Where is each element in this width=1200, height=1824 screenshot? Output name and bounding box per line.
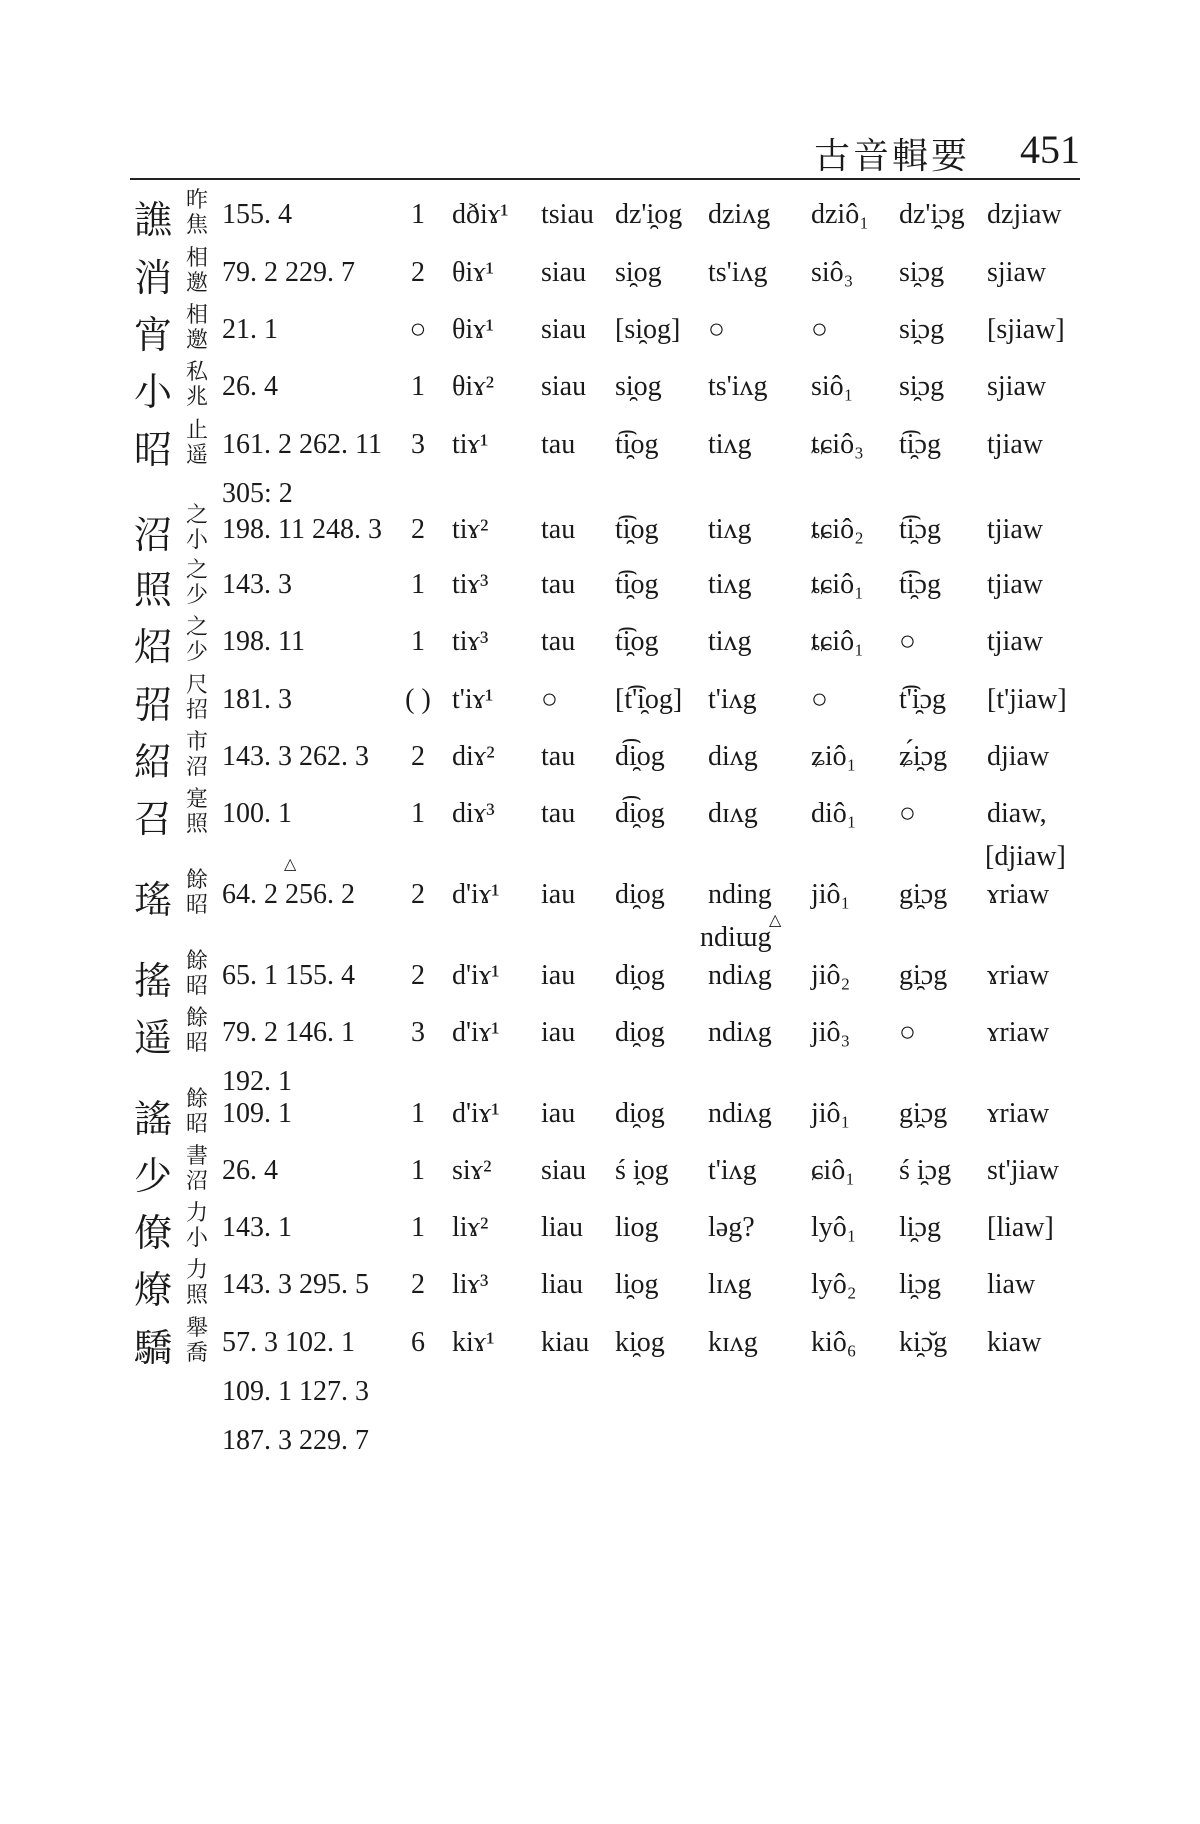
reference-numbers: 198. 11 — [222, 626, 305, 657]
reconstruction-col-7: liaw — [987, 1269, 1036, 1300]
fanqie-spelling: 之小 — [185, 503, 208, 553]
reconstruction-col-2: iau — [541, 1098, 576, 1129]
head-character: 沼 — [134, 513, 173, 557]
reconstruction-col-2: ○ — [541, 684, 558, 715]
reconstruction-col-3: d͡i̯og — [615, 741, 665, 772]
head-character: 譙 — [134, 198, 173, 242]
fanqie-spelling: 書沼 — [185, 1144, 208, 1194]
reconstruction-col-2: iau — [541, 960, 576, 991]
reconstruction-col-2: tsiau — [541, 199, 594, 230]
head-character: 照 — [134, 568, 173, 612]
rhyme-count: 2 — [411, 741, 425, 772]
reference-numbers: 79. 2 229. 7 — [222, 257, 355, 288]
reconstruction-col-1: siɤ² — [452, 1155, 492, 1186]
head-character: 紹 — [134, 740, 173, 784]
reconstruction-col-4: t'iʌg — [708, 1155, 757, 1186]
rhyme-count: ( ) — [405, 684, 431, 715]
reference-numbers: 181. 3 — [222, 684, 292, 715]
reconstruction-col-4: kɪʌg — [708, 1327, 758, 1358]
reconstruction-col-3: di̯og — [615, 1098, 665, 1129]
reconstruction-col-5: lyô₂ — [811, 1269, 857, 1300]
fanqie-spelling: 止遥 — [185, 418, 208, 468]
reconstruction-col-4: diʌg — [708, 741, 758, 772]
reconstruction-col-4: ndiʌg — [708, 1017, 772, 1048]
reconstruction-col-6: ○ — [899, 798, 916, 829]
fanqie-spelling: 餘昭 — [185, 949, 208, 999]
reconstruction-col-3: [t͡'i̯og] — [615, 684, 683, 715]
fanqie-spelling: 之少 — [185, 558, 208, 608]
reconstruction-col-3: di̯og — [615, 879, 665, 910]
reconstruction-col-4: t'iʌg — [708, 684, 757, 715]
fanqie-spelling: 相邀 — [185, 303, 208, 353]
reconstruction-col-4: nding — [708, 879, 772, 910]
reconstruction-col-7: sjiaw — [987, 257, 1047, 288]
reconstruction-col-3: di̯og — [615, 1017, 665, 1048]
reconstruction-col-5: lyô₁ — [811, 1212, 857, 1243]
reconstruction-col-5: ȶɕiô₃ — [811, 429, 864, 460]
reference-numbers: 21. 1 — [222, 314, 278, 345]
reconstruction-col-3: si̯og — [615, 257, 662, 288]
reconstruction-col-3: di̯og — [615, 960, 665, 991]
fanqie-spelling: 舉喬 — [185, 1316, 208, 1366]
reconstruction-col-7: [t'jiaw] — [987, 684, 1067, 715]
reconstruction-col-4: tiʌg — [708, 514, 752, 545]
reconstruction-col-6: li̯ɔg — [899, 1212, 941, 1243]
rhyme-count: 1 — [411, 798, 425, 829]
reconstruction-col-2: iau — [541, 879, 576, 910]
reconstruction-col-3: li̯og — [615, 1269, 659, 1300]
rhyme-count: 2 — [411, 879, 425, 910]
reconstruction-col-2: liau — [541, 1212, 583, 1243]
head-character: 搖 — [134, 959, 173, 1003]
reconstruction-col-5: ʑiô₁ — [811, 741, 857, 772]
reconstruction-col-2: tau — [541, 741, 576, 772]
fanqie-spelling: 餘昭 — [185, 1006, 208, 1056]
head-character: 謠 — [134, 1097, 173, 1141]
reconstruction-col-5: ○ — [811, 314, 828, 345]
reconstruction-col-1: θiɤ² — [452, 371, 495, 402]
head-character: 遥 — [134, 1016, 173, 1060]
reconstruction-col-1: d'iɤ¹ — [452, 1017, 500, 1048]
fanqie-spelling: 昨焦 — [185, 188, 208, 238]
reconstruction-col-3: liog — [615, 1212, 659, 1243]
reconstruction-col-3: d͡i̯og — [615, 798, 665, 829]
reconstruction-col-4: ○ — [708, 314, 725, 345]
reconstruction-col-1: kiɤ¹ — [452, 1327, 495, 1358]
triangle-mark-icon: △ — [769, 910, 782, 929]
reconstruction-col-7: diaw, — [987, 798, 1047, 829]
rhyme-count: 1 — [411, 1098, 425, 1129]
reference-numbers: 143. 3 295. 5 — [222, 1269, 369, 1300]
fanqie-spelling: 私兆 — [185, 360, 208, 410]
reconstruction-col-6: si̯ɔg — [899, 257, 945, 288]
rhyme-count: ○ — [409, 314, 427, 345]
rhyme-count: 1 — [411, 371, 425, 402]
fanqie-spelling: 餘昭 — [185, 868, 208, 918]
reconstruction-col-2: tau — [541, 514, 576, 545]
rhyme-count: 1 — [411, 1212, 425, 1243]
reconstruction-col-4: dɪʌg — [708, 798, 758, 829]
reconstruction-col-7: ɤriaw — [987, 1017, 1050, 1048]
reconstruction-col-5: ɕiô₁ — [811, 1155, 855, 1186]
reconstruction-col-1: t'iɤ¹ — [452, 684, 494, 715]
reconstruction-col-5: ȶɕiô₁ — [811, 626, 864, 657]
page-number: 451 — [1020, 127, 1080, 172]
reconstruction-col-6: si̯ɔg — [899, 314, 945, 345]
reconstruction-col-1: diɤ² — [452, 741, 495, 772]
reconstruction-col-6: t͡i̯ɔg — [899, 514, 941, 545]
reconstruction-col-5: kiô₆ — [811, 1327, 857, 1358]
head-character: 昭 — [134, 428, 173, 472]
reconstruction-col-5: ȶɕiô₂ — [811, 514, 864, 545]
fanqie-spelling: 之少 — [185, 615, 208, 665]
reconstruction-col-6: si̯ɔg — [899, 371, 945, 402]
triangle-mark-icon: △ — [284, 854, 297, 873]
reconstruction-col-1: tiɤ¹ — [452, 429, 489, 460]
reconstruction-col-1: dðiɤ¹ — [452, 199, 509, 230]
reconstruction-col-1: d'iɤ¹ — [452, 1098, 500, 1129]
reference-numbers: 26. 4 — [222, 371, 278, 402]
reconstruction-col-6: t͡i̯ɔg — [899, 429, 941, 460]
reconstruction-col-2: iau — [541, 1017, 576, 1048]
fanqie-spelling: 市沼 — [185, 730, 208, 780]
reconstruction-col-4: tiʌg — [708, 569, 752, 600]
reconstruction-col-7: st'jiaw — [987, 1155, 1059, 1186]
fanqie-spelling: 相邀 — [185, 246, 208, 296]
rhyme-count: 2 — [411, 1269, 425, 1300]
reconstruction-col-6: ʑ́i̯ɔg — [899, 741, 948, 772]
reconstruction-col-1: tiɤ³ — [452, 626, 489, 657]
reconstruction-col-2: siau — [541, 1155, 587, 1186]
reference-numbers: 155. 4 — [222, 199, 292, 230]
reference-numbers: 57. 3 102. 1 109. 1 127. 3 187. 3 229. 7 — [222, 1327, 369, 1456]
reconstruction-col-1: liɤ² — [452, 1212, 489, 1243]
reconstruction-col-5: dziô₁ — [811, 199, 869, 230]
reconstruction-col-6: li̯ɔg — [899, 1269, 941, 1300]
rhyme-count: 3 — [411, 1017, 425, 1048]
reference-numbers: 79. 2 146. 1 192. 1 — [222, 1017, 355, 1097]
reconstruction-col-1: d'iɤ¹ — [452, 879, 500, 910]
reference-numbers: 64. 2 256. 2 — [222, 879, 355, 910]
head-character: 召 — [134, 797, 173, 841]
reconstruction-col-4: tiʌg — [708, 626, 752, 657]
reconstruction-col-2: siau — [541, 314, 587, 345]
reconstruction-col-4: lɪʌg — [708, 1269, 752, 1300]
reconstruction-col-6: ○ — [899, 1017, 916, 1048]
reconstruction-col-6: t͡'i̯ɔg — [899, 684, 947, 715]
reconstruction-col-5: ○ — [811, 684, 828, 715]
head-character: 炤 — [134, 625, 173, 669]
reconstruction-col-3: dz'i̯og — [615, 199, 683, 230]
fanqie-spelling: 力照 — [185, 1258, 208, 1308]
reconstruction-col-7: tjiaw — [987, 569, 1043, 600]
reference-numbers: 100. 1 — [222, 798, 292, 829]
reconstruction-col-6: gi̯ɔg — [899, 879, 948, 910]
rhyme-count: 2 — [411, 514, 425, 545]
running-title: 古音輯要 — [813, 136, 970, 177]
reconstruction-col-3: t͡i̯og — [615, 569, 659, 600]
reference-numbers: 143. 3 — [222, 569, 292, 600]
fanqie-spelling: 餘昭 — [185, 1087, 208, 1137]
head-character: 小 — [134, 370, 173, 414]
rhyme-count: 2 — [411, 960, 425, 991]
head-character: 僚 — [134, 1211, 173, 1255]
rhyme-count: 6 — [411, 1327, 425, 1358]
reconstruction-col-4: ndiʌg — [708, 960, 772, 991]
rhyme-count: 1 — [411, 199, 425, 230]
reference-numbers: 109. 1 — [222, 1098, 292, 1129]
reconstruction-col-3: ki̯og — [615, 1327, 665, 1358]
reconstruction-col-7: kiaw — [987, 1327, 1042, 1358]
reconstruction-col-7: ɤriaw — [987, 879, 1050, 910]
reconstruction-col-6: ○ — [899, 626, 916, 657]
reconstruction-col-5: ȶɕiô₁ — [811, 569, 864, 600]
head-character: 燎 — [134, 1268, 173, 1312]
reconstruction-col-7-variant: [djiaw] — [985, 841, 1066, 872]
reconstruction-col-7: dzjiaw — [987, 199, 1062, 230]
reference-numbers: 143. 1 — [222, 1212, 292, 1243]
reconstruction-col-2: liau — [541, 1269, 583, 1300]
head-character: 少 — [134, 1154, 173, 1198]
reference-numbers: 65. 1 155. 4 — [222, 960, 355, 991]
reconstruction-col-4: dziʌg — [708, 199, 771, 230]
reconstruction-col-6: ki̯ɔ̆g — [899, 1327, 948, 1358]
reconstruction-col-1: diɤ³ — [452, 798, 495, 829]
reconstruction-col-6: dz'i̯ɔg — [899, 199, 965, 230]
reconstruction-col-4: tiʌg — [708, 429, 752, 460]
reconstruction-col-6: gi̯ɔg — [899, 1098, 948, 1129]
rhyme-count: 3 — [411, 429, 425, 460]
reconstruction-col-2: tau — [541, 429, 576, 460]
head-character: 瑤 — [134, 878, 173, 922]
fanqie-spelling: 力小 — [185, 1201, 208, 1251]
reconstruction-col-3: t͡i̯og — [615, 514, 659, 545]
rhyme-count: 2 — [411, 257, 425, 288]
reconstruction-col-7: tjiaw — [987, 514, 1043, 545]
reconstruction-col-1: θiɤ¹ — [452, 314, 495, 345]
reconstruction-col-3: [si̯og] — [615, 314, 681, 345]
reconstruction-col-6: t͡i̯ɔg — [899, 569, 941, 600]
reconstruction-col-5: jiô₁ — [811, 1098, 851, 1129]
reconstruction-col-4-variant: ndiɯg — [700, 922, 772, 953]
reconstruction-col-2: kiau — [541, 1327, 590, 1358]
reconstruction-col-2: tau — [541, 569, 576, 600]
reconstruction-col-5: jiô₂ — [811, 960, 851, 991]
reconstruction-col-7: sjiaw — [987, 371, 1047, 402]
reconstruction-col-6: ś i̯ɔg — [899, 1155, 952, 1186]
reconstruction-col-5: jiô₁ — [811, 879, 851, 910]
reconstruction-col-3: t͡i̯og — [615, 626, 659, 657]
reconstruction-col-3: si̯og — [615, 371, 662, 402]
reconstruction-col-5: jiô₃ — [811, 1017, 851, 1048]
reconstruction-col-7: djiaw — [987, 741, 1050, 772]
fanqie-spelling: 寔照 — [185, 787, 208, 837]
reconstruction-col-7: [sjiaw] — [987, 314, 1065, 345]
rhyme-count: 1 — [411, 626, 425, 657]
reconstruction-col-7: tjiaw — [987, 429, 1043, 460]
rhyme-count: 1 — [411, 569, 425, 600]
reconstruction-col-4: ts'iʌg — [708, 371, 768, 402]
reconstruction-col-4: ts'iʌg — [708, 257, 768, 288]
reconstruction-col-5: siô₁ — [811, 371, 854, 402]
reconstruction-col-7: [liaw] — [987, 1212, 1054, 1243]
reconstruction-col-7: ɤriaw — [987, 960, 1050, 991]
reconstruction-col-7: ɤriaw — [987, 1098, 1050, 1129]
head-character: 消 — [134, 256, 173, 300]
reconstruction-col-2: siau — [541, 257, 587, 288]
fanqie-spelling: 尺招 — [185, 673, 208, 723]
reconstruction-col-1: tiɤ³ — [452, 569, 489, 600]
head-character: 驕 — [134, 1326, 173, 1370]
reconstruction-col-3: t͡i̯og — [615, 429, 659, 460]
reference-numbers: 161. 2 262. 11 305: 2 — [222, 429, 382, 509]
reconstruction-col-5: siô₃ — [811, 257, 854, 288]
reconstruction-col-5: diô₁ — [811, 798, 857, 829]
reconstruction-col-4: ləg? — [708, 1212, 755, 1243]
reconstruction-col-2: siau — [541, 371, 587, 402]
reconstruction-col-1: liɤ³ — [452, 1269, 489, 1300]
reconstruction-col-7: tjiaw — [987, 626, 1043, 657]
reconstruction-col-1: θiɤ¹ — [452, 257, 495, 288]
reconstruction-col-6: gi̯ɔg — [899, 960, 948, 991]
rhyme-count: 1 — [411, 1155, 425, 1186]
reconstruction-col-4: ndiʌg — [708, 1098, 772, 1129]
head-character: 宵 — [134, 313, 173, 357]
reconstruction-col-2: tau — [541, 798, 576, 829]
reconstruction-col-1: d'iɤ¹ — [452, 960, 500, 991]
reference-numbers: 198. 11 248. 3 — [222, 514, 382, 545]
reference-numbers: 143. 3 262. 3 — [222, 741, 369, 772]
reconstruction-col-1: tiɤ² — [452, 514, 489, 545]
reference-numbers: 26. 4 — [222, 1155, 278, 1186]
reconstruction-col-3: ś i̯og — [615, 1155, 669, 1186]
reconstruction-col-2: tau — [541, 626, 576, 657]
head-character: 弨 — [134, 683, 173, 727]
